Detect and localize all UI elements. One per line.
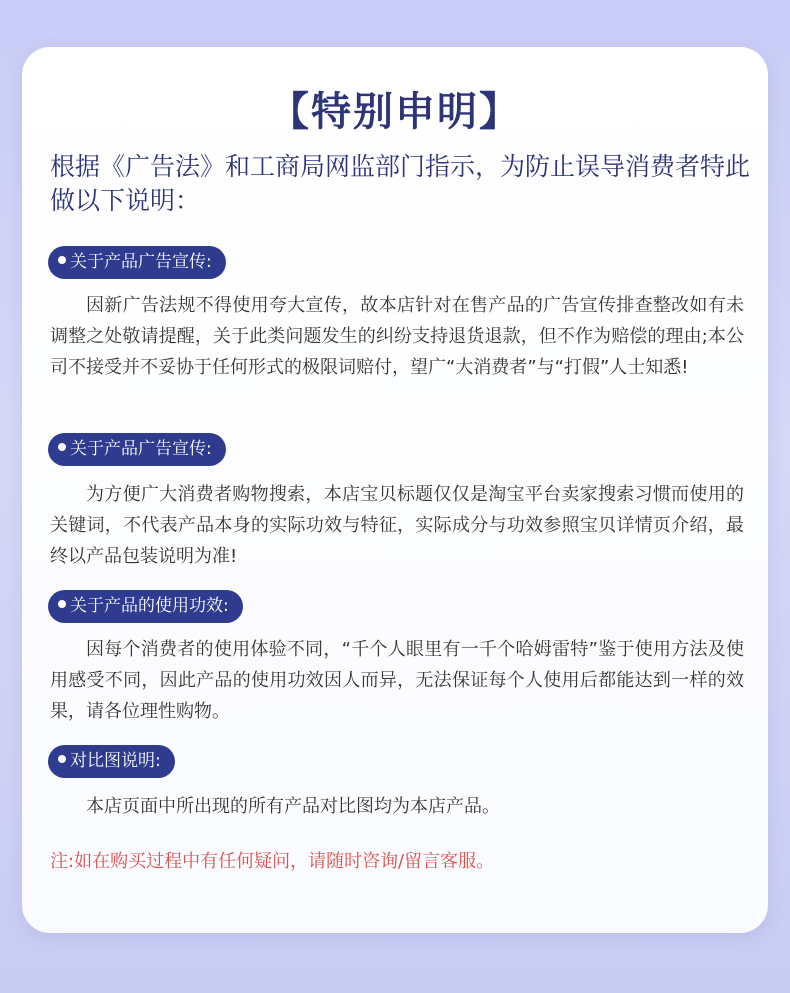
section-heading-ad-promotion xyxy=(48,246,226,279)
section-heading-ad-promotion-2 xyxy=(48,433,226,466)
section-body-search-keywords: 为方便广大消费者购物搜索，本店宝贝标题仅仅是淘宝平台卖家搜索习惯而使用的关键词，不代表产品本身的实际功效与特征，实际成分与功效参照宝贝详情页介绍，最终以产品包装说明为准! xyxy=(50,484,744,567)
section-body-product-efficacy: 因每个消费者的使用体验不同，“千个人眼里有一千个哈姆雷特”鉴于使用方法及使用感受不同，因此产品的使用功效因人而异，无法保证每个人使用后都能达到一样的效果，请各位理性购物。 xyxy=(50,639,744,722)
section-heading-product-efficacy xyxy=(48,590,243,623)
intro-text: 根据《广告法》和工商局网监部门指示，为防止误导消费者特此做以下说明： xyxy=(50,152,751,215)
section-heading-comparison-images xyxy=(48,745,175,778)
section-heading-label: 关于产品的使用功效: xyxy=(70,596,229,616)
customer-service-note: 注:如在购买过程中有任何疑问，请随时咨询/留言客服。 xyxy=(50,851,495,872)
section-heading-label: 关于产品广告宣传: xyxy=(70,439,212,459)
bullet-dot-icon xyxy=(58,755,66,763)
bullet-dot-icon xyxy=(58,600,66,608)
section-body-comparison-images: 本店页面中所出现的所有产品对比图均为本店产品。 xyxy=(86,796,500,817)
section-heading-label: 关于产品广告宣传: xyxy=(70,252,212,272)
bullet-dot-icon xyxy=(58,443,66,451)
section-body-ad-promotion: 因新广告法规不得使用夸大宣传，故本店针对在售产品的广告宣传排查整改如有未调整之处敬请提醒，关于此类问题发生的纠纷支持退货退款，但不作为赔偿的理由;本公司不接受并不妥协于任何形式的极限词赔付，望广“大消费者”与“打假”人士知悉! xyxy=(50,295,744,378)
section-heading-label: 对比图说明: xyxy=(70,751,161,771)
bullet-dot-icon xyxy=(58,256,66,264)
page-title: 【特别申明】 xyxy=(269,89,521,135)
